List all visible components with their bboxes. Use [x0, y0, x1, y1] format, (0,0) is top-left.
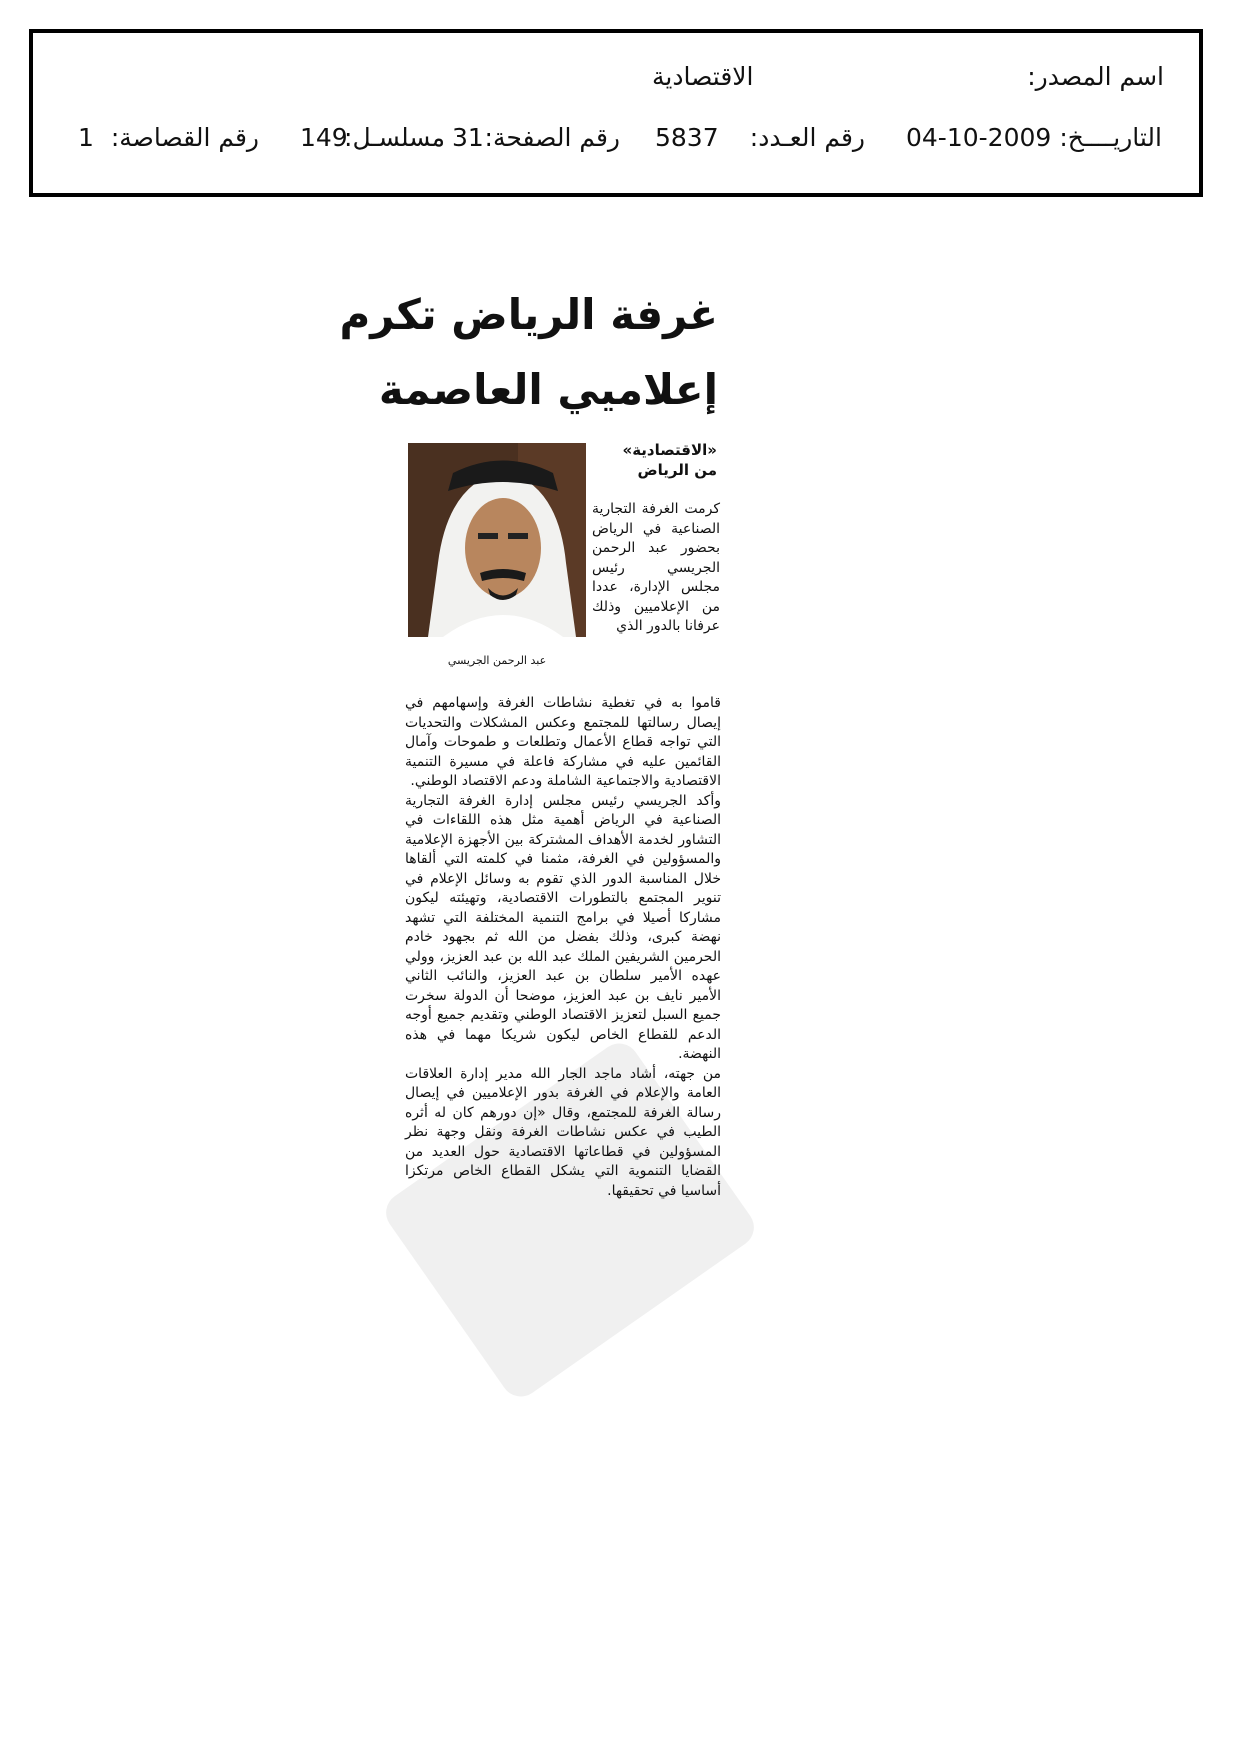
page-value: 31: [452, 123, 484, 152]
byline-source: «الاقتصادية»: [622, 441, 717, 459]
byline-location: من الرياض: [637, 461, 717, 479]
clip-label: رقم القصاصة:: [110, 123, 259, 152]
paragraph-1-rest: قاموا به في تغطية نشاطات الغرفة وإسهامهم في إيصال رسالتها للمجتمع وعكس المشكلات والتحديات التي تواجه قطاع الأعمال وتطلعات و طموحات وآمال القائمين عليه في مشاركة فاعلة في مسيرة التنمية الاقتصادية والاجتماعية الشاملة ودعم الاقتصاد الوطني.: [405, 695, 721, 789]
clip-value: 1: [78, 123, 94, 152]
paragraph-1-intro: كرمت الغرفة التجارية الصناعية في الرياض بحضور عبد الرحمن الجريسي رئيس مجلس الإدارة، عددا من الإعلاميين وذلك عرفانا بالدور الذي: [592, 501, 720, 634]
date-value: 04-10-2009: [906, 123, 1052, 152]
paragraph-3: من جهته، أشاد ماجد الجار الله مدير إدارة العلاقات العامة والإعلام في الغرفة بدور الإعلاميين في إيصال رسالة الغرفة للمجتمع، وقال «إن دورهم كان له أثره الطيب في عكس نشاطات الغرفة ونقل وجهة نظر المسؤولين في قطاعاتها الاقتصادية حول العديد من القضايا التنموية التي يشكل القطاع الخاص مرتكزا أساسيا في تحقيقها.: [405, 1065, 721, 1199]
date-label: التاريــــخ:: [1059, 123, 1162, 152]
issue-label: رقم العـدد:: [749, 123, 865, 152]
portrait-photo: [408, 443, 586, 637]
serial-value: 149: [300, 123, 348, 152]
source-label: اسم المصدر:: [1027, 62, 1164, 91]
clipping-header-box: [29, 29, 1203, 197]
article-column-wide: [405, 694, 721, 1201]
paragraph-2: وأكد الجريسي رئيس مجلس إدارة الغرفة التجارية الصناعية في الرياض أهمية مثل هذه اللقاءات في التشاور لخدمة الأهداف المشتركة بين الأجهزة الإعلامية والمسؤولين في الغرفة، مثمنا في كلمته التي ألقاها خلال المناسبة الدور الذي تقوم به وسائل الإعلام في تنوير المجتمع بالتطورات الاقتصادية، وتهيئته ليكون مشاركا أصيلا في برامج التنمية المختلفة التي تشهد نهضة كبرى، وذلك بفضل من الله ثم بجهود خادم الحرمين الشريفين الملك عبد الله بن عبد العزيز، وولي عهده الأمير سلطان بن عبد العزيز، والنائب الثاني الأمير نايف بن عبد العزيز، موضحا أن الدولة سخرت جميع السبل لتعزيز الاقتصاد الوطني وتقديم جميع أوجه الدعم للقطاع الخاص ليكون شريكا مهما في هذه النهضة.: [405, 792, 721, 1062]
issue-value: 5837: [655, 123, 719, 152]
serial-label: مسلسـل:: [344, 123, 445, 152]
photo-caption: عبد الرحمن الجريسي: [447, 654, 547, 667]
article-column-narrow: [592, 500, 720, 637]
source-value: الاقتصادية: [652, 62, 754, 91]
headline-line-2: إعلاميي العاصمة: [378, 365, 718, 414]
headline-line-1: غرفة الرياض تكرم: [339, 290, 718, 339]
portrait-illustration: [408, 443, 586, 637]
page-label: رقم الصفحة:: [484, 123, 620, 152]
